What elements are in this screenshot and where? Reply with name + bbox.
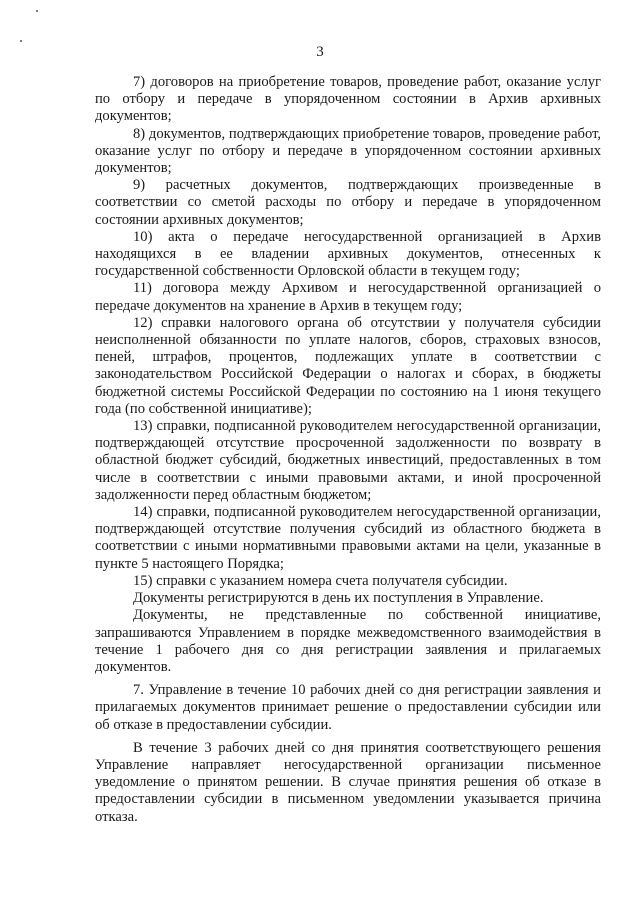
paragraph-registration: Документы регистрируются в день их поступления в Управление. (133, 590, 544, 607)
scan-speck (36, 10, 38, 12)
paragraph-notification: В течение 3 рабочих дней со дня принятия соответствующего решения Управление направляет негосударственной организации письменное уведомление о принятом решении. В случае принятия решения об отказе в предоставлении субсидии в письменном уведомлении указывается причина отказа. (95, 739, 601, 825)
document-body (95, 74, 601, 826)
paragraph-item-9: 9) расчетных документов, подтверждающих произведенные в соответствии со сметой расходы по отбору и передаче в упорядоченном состоянии архивных документов; (95, 177, 601, 228)
paragraph-clause-7: 7. Управление в течение 10 рабочих дней со дня регистрации заявления и прилагаемых документов принимает решение о предоставлении субсидии или об отказе в предоставлении субсидии. (95, 682, 601, 733)
paragraph-item-8: 8) документов, подтверждающих приобретение товаров, проведение работ, оказание услуг по отбору и передаче в упорядоченном состоянии архивных документов; (95, 125, 601, 177)
paragraph-item-12: 12) справки налогового органа об отсутствии у получателя субсидии неисполненной обязанности по уплате налогов, сборов, страховых взносов, пеней, штрафов, процентов, подлежащих уплате в соответствии с законодательством Российской Федерации о налогах и сборах, в бюджеты бюджетной системы Российской Федерации по состоянию на 1 июня текущего года (по собственной инициативе); (95, 314, 601, 417)
paragraph-item-15: 15) справки с указанием номера счета получателя субсидии. (133, 572, 508, 589)
paragraph-item-11: 11) договора между Архивом и негосударственной организацией о передаче документов на хранение в Архив в текущем году; (95, 280, 601, 314)
paragraph-item-13: 13) справки, подписанной руководителем негосударственной организации, подтверждающей отсутствие просроченной задолженности по возврату в областной бюджет субсидий, бюджетных инвестиций, предоставленных в том числе в соответствии с иными правовыми актами, и иной просроченной задолженности перед областным бюджетом; (95, 418, 601, 503)
paragraph-item-14: 14) справки, подписанной руководителем негосударственной организации, подтверждающей отсутствие получения субсидий из областного бюджета в соответствии с иными нормативными правовыми актами на цели, указанные в пункте 5 настоящего Порядка; (95, 504, 601, 572)
scan-speck (20, 40, 22, 42)
page-number: 3 (316, 44, 324, 60)
paragraph-interagency-request: Документы, не представленные по собственной инициативе, запрашиваются Управлением в порядке межведомственного взаимодействия в течение 1 рабочего дня со дня регистрации заявления и прилагаемых документов. (95, 607, 601, 675)
paragraph-item-10: 10) акта о передаче негосударственной организацией в Архив находящихся в ее владении архивных документов, отнесенных к государственной собственности Орловской области в текущем году; (95, 228, 601, 280)
paragraph-item-7: 7) договоров на приобретение товаров, проведение работ, оказание услуг по отбору и передаче в упорядоченном состоянии в Архив архивных документов; (95, 74, 601, 125)
